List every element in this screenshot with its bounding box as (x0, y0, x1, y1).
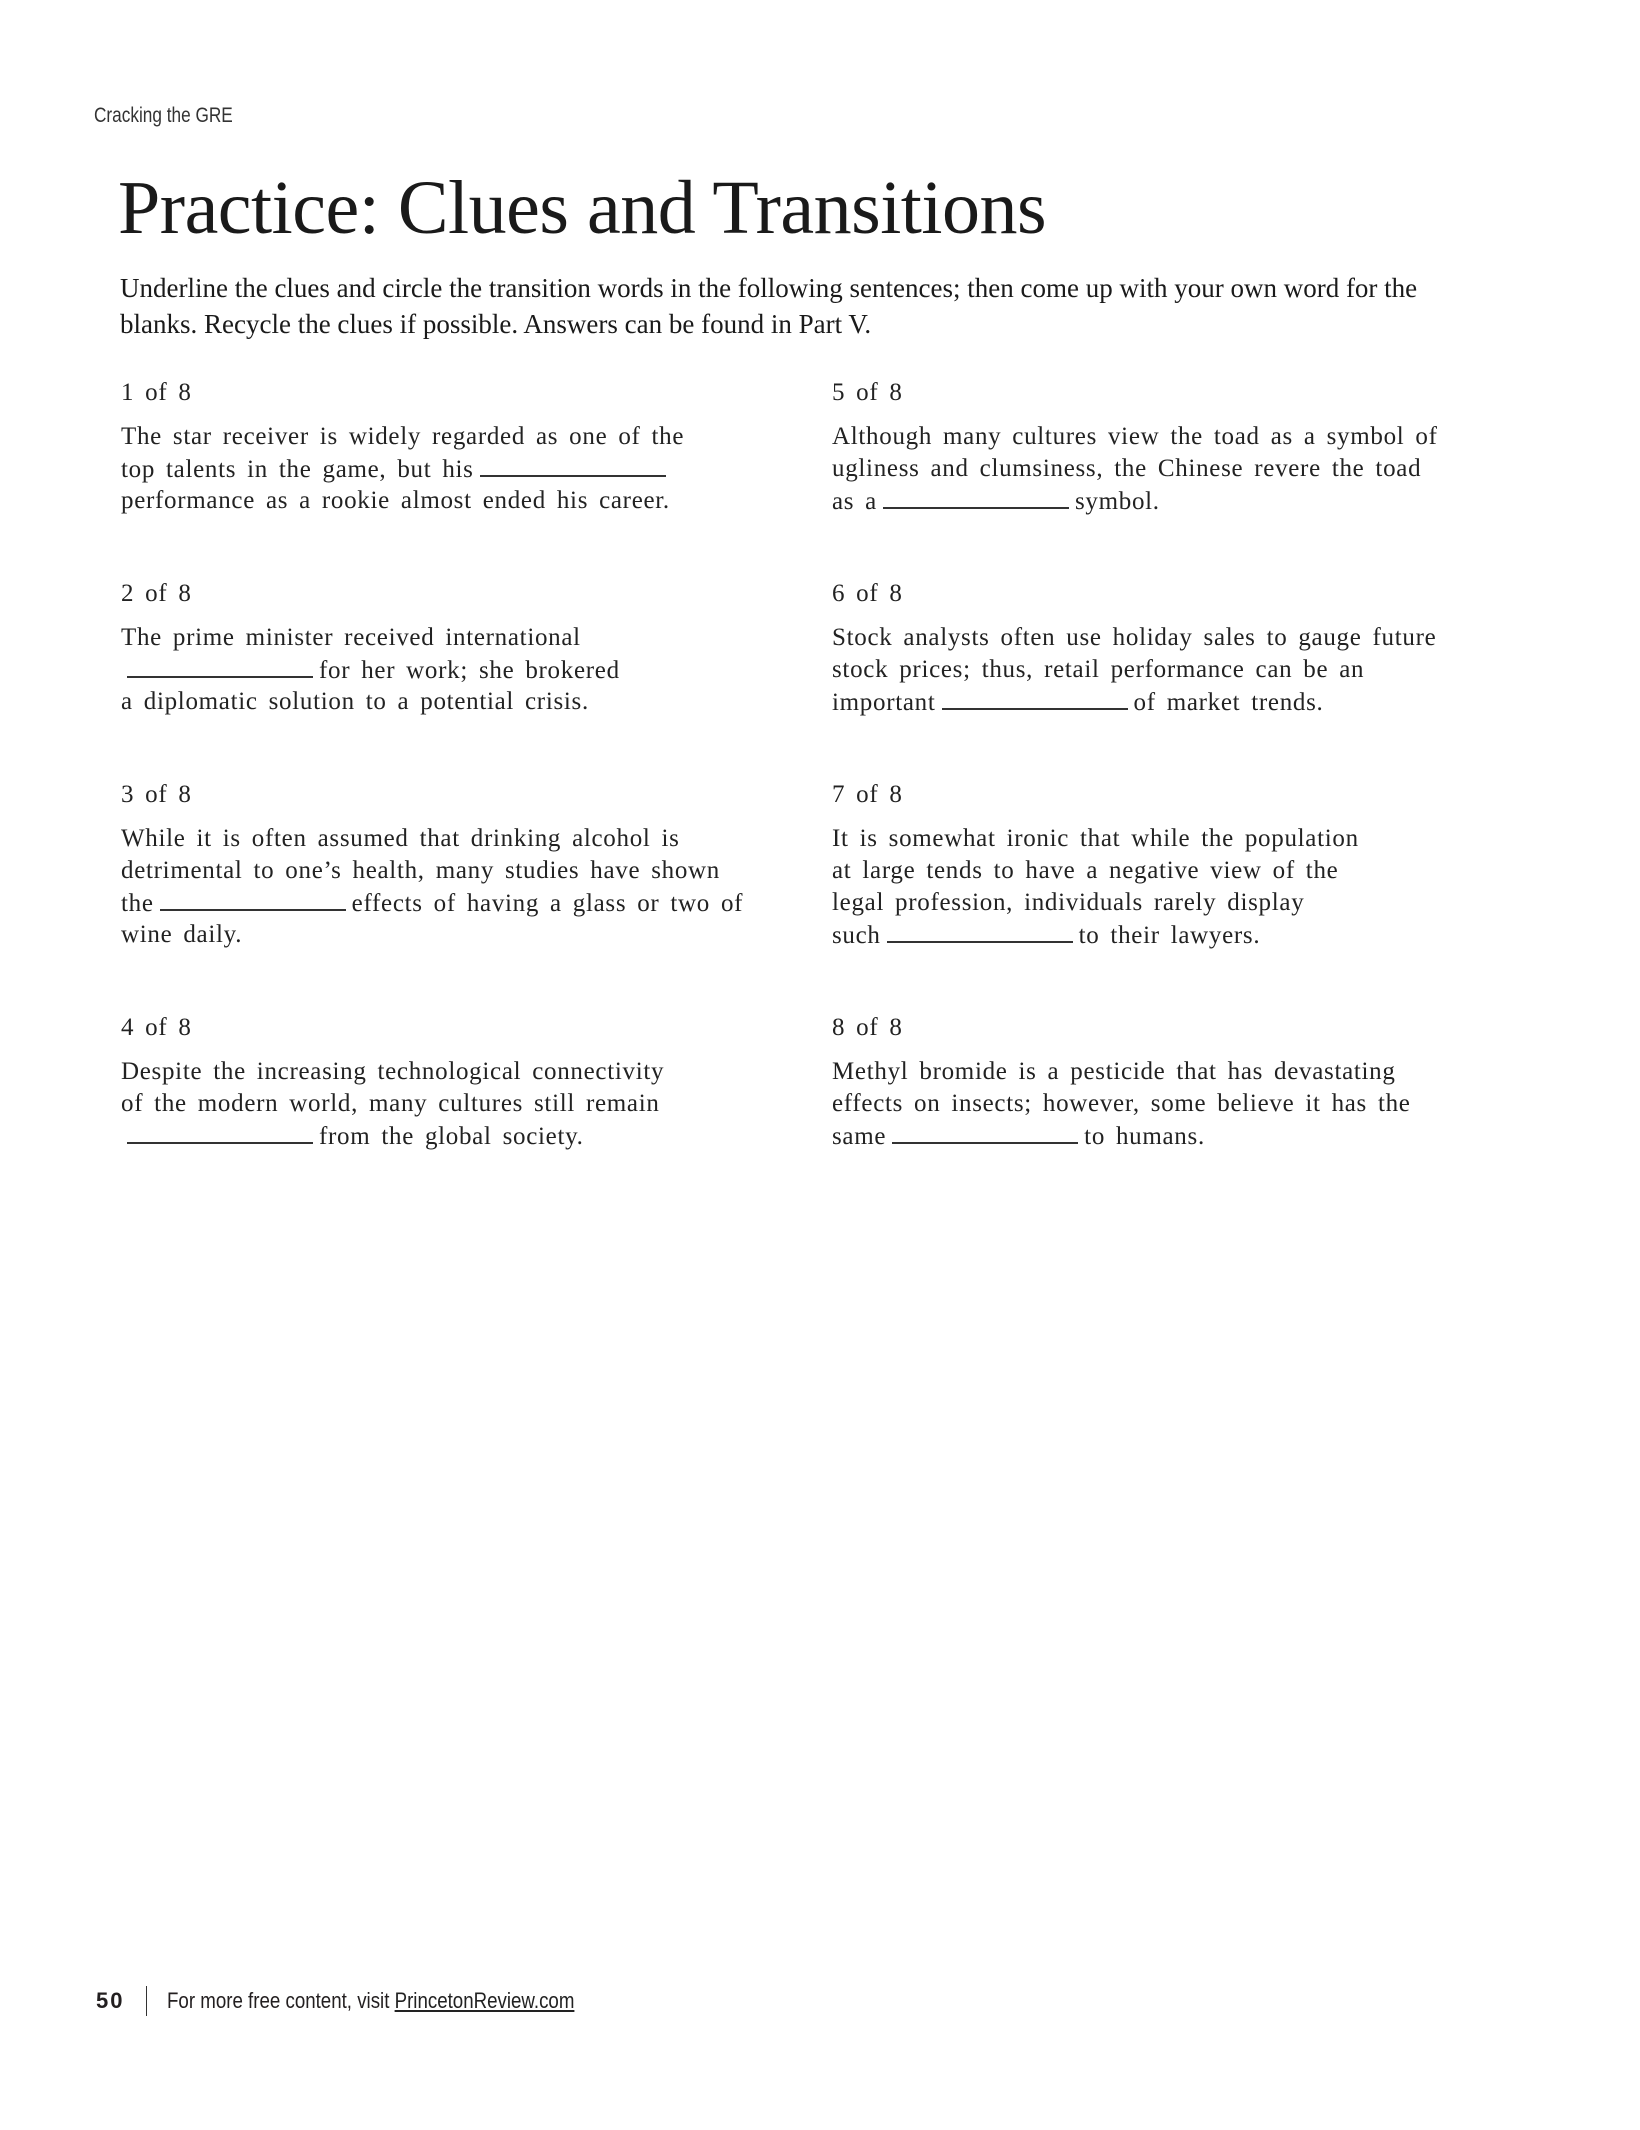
sentence-line: Methyl bromide is a pesticide that has devastating (832, 1058, 1396, 1085)
practice-item (121, 377, 801, 517)
sentence-line: While it is often assumed that drinking alcohol is (121, 825, 680, 852)
answer-blank[interactable] (127, 1120, 313, 1144)
line-text: of market trends. (1133, 689, 1324, 716)
answer-blank[interactable] (160, 887, 346, 911)
page-title: Practice: Clues and Transitions (118, 166, 1047, 250)
item-number: 3 of 8 (121, 781, 192, 808)
sentence-line: effects on insects; however, some believe it has the (832, 1090, 1411, 1117)
line-text: the (121, 890, 154, 917)
sentence-line (121, 1120, 801, 1152)
practice-item (832, 377, 1512, 517)
sentence-line (832, 919, 1512, 951)
sentence-line: It is somewhat ironic that while the population (832, 825, 1359, 852)
line-text: to humans. (1084, 1123, 1205, 1150)
sentence-line (832, 1120, 1512, 1152)
instructions-line: Underline the clues and circle the transition words in the following sentences; then come up with your own word for the (120, 273, 1418, 303)
line-text: for her work; she brokered (319, 657, 620, 684)
item-number: 6 of 8 (832, 580, 903, 607)
answer-blank[interactable] (887, 919, 1073, 943)
answer-blank[interactable] (942, 686, 1128, 710)
sentence-line: ugliness and clumsiness, the Chinese revere the toad (832, 455, 1422, 482)
sentence-line: a diplomatic solution to a potential crisis. (121, 688, 589, 715)
line-text: such (832, 922, 881, 949)
sentence-line (121, 453, 801, 485)
page-footer (96, 1986, 647, 2016)
running-head: Cracking the GRE (94, 104, 233, 127)
line-text: effects of having a glass or two of (351, 890, 744, 917)
sentence-line: Despite the increasing technological connectivity (121, 1058, 665, 1085)
practice-item (121, 1012, 801, 1152)
instructions-line: blanks. Recycle the clues if possible. Answers can be found in Part V. (120, 309, 872, 339)
line-text: same (832, 1123, 887, 1150)
item-number: 8 of 8 (832, 1014, 903, 1041)
sentence-line: The prime minister received international (121, 624, 581, 651)
footer-text (167, 1988, 574, 2014)
line-text: symbol. (1074, 488, 1160, 515)
answer-blank[interactable] (883, 485, 1069, 509)
footer-divider (146, 1986, 147, 2016)
sentence-line (121, 887, 801, 919)
sentence-line (832, 485, 1512, 517)
answer-blank[interactable] (480, 453, 666, 477)
sentence-line: of the modern world, many cultures still remain (121, 1090, 660, 1117)
line-text: to their lawyers. (1078, 922, 1261, 949)
practice-item (121, 779, 801, 951)
sentence-line: wine daily. (121, 921, 243, 948)
sentence-line: Although many cultures view the toad as a symbol of (832, 423, 1438, 450)
practice-item (832, 1012, 1512, 1152)
sentence-line: at large tends to have a negative view of the (832, 857, 1339, 884)
sentence-line: Stock analysts often use holiday sales to gauge future (832, 624, 1437, 651)
sentence-line: stock prices; thus, retail performance can be an (832, 656, 1365, 683)
instructions (120, 270, 1520, 342)
sentence-line: The star receiver is widely regarded as one of the (121, 423, 685, 450)
answer-blank[interactable] (127, 654, 313, 678)
practice-item (832, 578, 1512, 718)
item-number: 2 of 8 (121, 580, 192, 607)
practice-item (832, 779, 1512, 951)
line-text: from the global society. (319, 1123, 584, 1150)
sentence-line (121, 654, 801, 686)
princeton-review-link[interactable]: PrincetonReview.com (395, 1988, 575, 2013)
page-number: 50 (96, 1988, 125, 2013)
line-text: top talents in the game, but his (121, 456, 474, 483)
footer-label: For more free content, visit (167, 1988, 396, 2013)
sentence-line (832, 686, 1512, 718)
item-number: 5 of 8 (832, 379, 903, 406)
sentence-line: legal profession, individuals rarely display (832, 889, 1305, 916)
item-number: 4 of 8 (121, 1014, 192, 1041)
answer-blank[interactable] (892, 1120, 1078, 1144)
line-text: important (832, 689, 936, 716)
sentence-line: performance as a rookie almost ended his career. (121, 487, 670, 514)
line-text: as a (832, 488, 877, 515)
item-number: 7 of 8 (832, 781, 903, 808)
practice-item (121, 578, 801, 718)
item-number: 1 of 8 (121, 379, 192, 406)
sentence-line: detrimental to one’s health, many studies have shown (121, 857, 721, 884)
